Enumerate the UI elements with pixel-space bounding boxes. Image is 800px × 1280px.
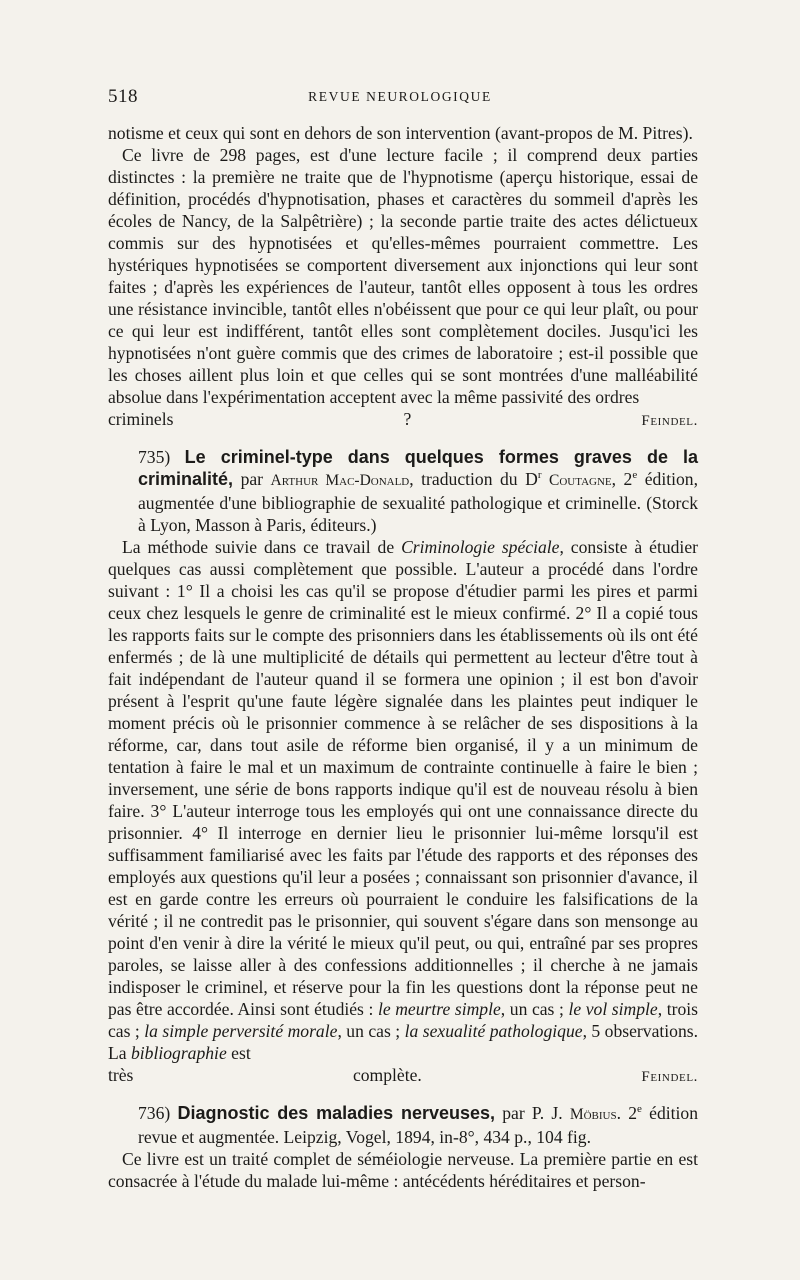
edition-details: édition, augmentée d'une bibliographie de sexualité pathologique et criminelle. (Storck à Lyon, Masson à Paris, éditeurs.) xyxy=(138,469,698,535)
body-text-a: La méthode suivie dans ce travail de xyxy=(122,537,402,557)
italic-term: le meurtre simple xyxy=(377,999,501,1019)
article-body xyxy=(108,122,698,1192)
italic-term: la sexualité pathologique xyxy=(404,1021,583,1041)
italic-term: bibliographie xyxy=(130,1043,227,1063)
entry-736-heading xyxy=(108,1102,698,1148)
entry-title: Diagnostic des maladies nerveuses, xyxy=(177,1103,496,1123)
body-text-g: est xyxy=(226,1043,251,1063)
running-head xyxy=(108,86,692,110)
reviewer-signature: Feindel. xyxy=(641,1069,698,1085)
by-label: par P. J. xyxy=(495,1103,570,1123)
body-text-e: , un cas ; xyxy=(337,1021,405,1041)
italic-term: la simple perversité morale xyxy=(144,1021,338,1041)
italic-term: le vol simple xyxy=(568,999,658,1019)
author-name: Arthur Mac-Donald xyxy=(270,472,410,489)
journal-title: REVUE NEUROLOGIQUE xyxy=(308,89,492,104)
carryover-paragraph: notisme et ceux qui sont en dehors de son intervention (avant-propos de M. Pitres). xyxy=(108,123,693,143)
page-number: 518 xyxy=(108,86,138,107)
edition-number: , 2 xyxy=(611,469,633,489)
entry-title: Le criminel-type dans quelques formes graves de la criminalité, xyxy=(138,447,698,489)
translation-text: , traduction du D xyxy=(409,469,538,489)
entry-735-body xyxy=(108,536,698,1064)
entry-736-body: Ce livre est un traité complet de séméiologie nerveuse. La première partie en est consacrée à l'étude du malade lui-même : antécédents héréditaires et person- xyxy=(108,1149,698,1191)
edition-number: . 2 xyxy=(616,1103,638,1123)
reviewer-signature: Feindel. xyxy=(641,413,698,429)
body-text-c: , un cas ; xyxy=(500,999,569,1019)
body-text-d: , trois cas ; xyxy=(108,999,698,1041)
superscript-e: e xyxy=(637,1103,642,1116)
author-name: Möbius xyxy=(569,1106,617,1123)
by-label: par xyxy=(240,469,264,489)
italic-term: Criminologie spéciale xyxy=(401,537,560,557)
body-text-b: , consiste à étudier quelques cas aussi complètement que possible. L'auteur a procédé dans l'ordre suivant : 1° Il a choisi les cas qu'il se propose d'étudier parmi les pires et parmi ceux chez lesquels le genre de criminalité est le mieux confirmé. 2° Il a copié tous les rapports faits sur le compte des prisonniers dans les établissements où ils ont été enfermés ; de là une multiplicité de détails qui permettent au lecteur d'être tout à fait indépendant de l'auteur quand il se formera une opinion ; il est bon d'avoir présent à l'esprit qu'une faute légère signalée dans les plaintes peut indiquer le moment précis où le prisonnier commence à se relâcher de ses dispositions à la réforme, car, dans tout asile de réforme bien organisé, il y a un minimum de tentation à faire le mal et un maximum de contrainte continuelle à faire le bien ; inversement, une série de bons rapports indique qu'il est de nouveau résolu à bien faire. 3° L'auteur interroge tous les employés qui ont une connaissance directe du prisonnier. 4° Il interroge en dernier lieu le prisonnier lui-même lorsqu'il est suffisamment familiarisé avec les faits par l'étude des rapports et des réponses des employés aux questions qu'il leur a posées ; connaissant son prisonnier d'avance, il est en garde contre les erreurs où pourraient le conduire les falsifications de la vérité ; il ne contredit pas le prisonnier, qui souvent s'égare dans son mensonge au point d'en venir à dire la vérité le mieux qu'il peut, ou qui, entraîné par ses propres paroles, se laisse aller à des confessions additionnelles ; il cherche à ne jamais indisposer le criminel, et réserve pour la fin les questions dont la réponse peut ne pas être accordée. Ainsi sont étudiés : xyxy=(108,537,698,1019)
superscript-e: e xyxy=(632,469,638,482)
entry-735-closing-line xyxy=(108,1064,698,1088)
review-paragraph: Ce livre de 298 pages, est d'une lecture facile ; il comprend deux parties distinctes : la première ne traite que de l'hypnotisme (aperçu historique, essai de définition, procédés d'hypnotisation, phases et caractères du sommeil d'après les écoles de Nancy, de la Salpêtrière) ; la seconde partie traite des actes délictueux commis sur des hypnotisées et qu'elles-mêmes pourraient commettre. Les hystériques hypnotisées se comportent diversement aux injonctions qui leur sont faites ; d'après les expériences de l'auteur, tantôt elles opposent à tous les ordres une résistance invincible, tantôt elles n'obéissent que pour ce qui leur plaît, ou pour ce qui leur est indifférent, tantôt elles sont complètement dociles. Jusqu'ici les hypnotisées n'ont guère commis que des crimes de laboratoire ; est-il possible que les choses aillent plus loin et que celles qui se sont montrées d'une malléabilité absolue dans l'expérimentation acceptent avec la même passivité des ordres xyxy=(108,145,698,407)
review-closing-line xyxy=(108,408,698,432)
entry-735-heading xyxy=(108,446,698,536)
entry-number: 736) xyxy=(138,1103,171,1123)
entry-735 xyxy=(108,446,698,1088)
superscript-r: r xyxy=(537,469,542,482)
edition-details: édition revue et augmentée. Leipzig, Vogel, 1894, in-8°, 434 p., 104 fig. xyxy=(138,1103,698,1147)
closing-text: très complète. xyxy=(108,1065,422,1085)
closing-text: criminels ? xyxy=(108,409,412,429)
body-text-f: , 5 observations. La xyxy=(108,1021,698,1063)
entry-736 xyxy=(108,1102,698,1192)
translator-name: Coutagne xyxy=(549,472,612,489)
entry-number: 735) xyxy=(138,447,171,467)
